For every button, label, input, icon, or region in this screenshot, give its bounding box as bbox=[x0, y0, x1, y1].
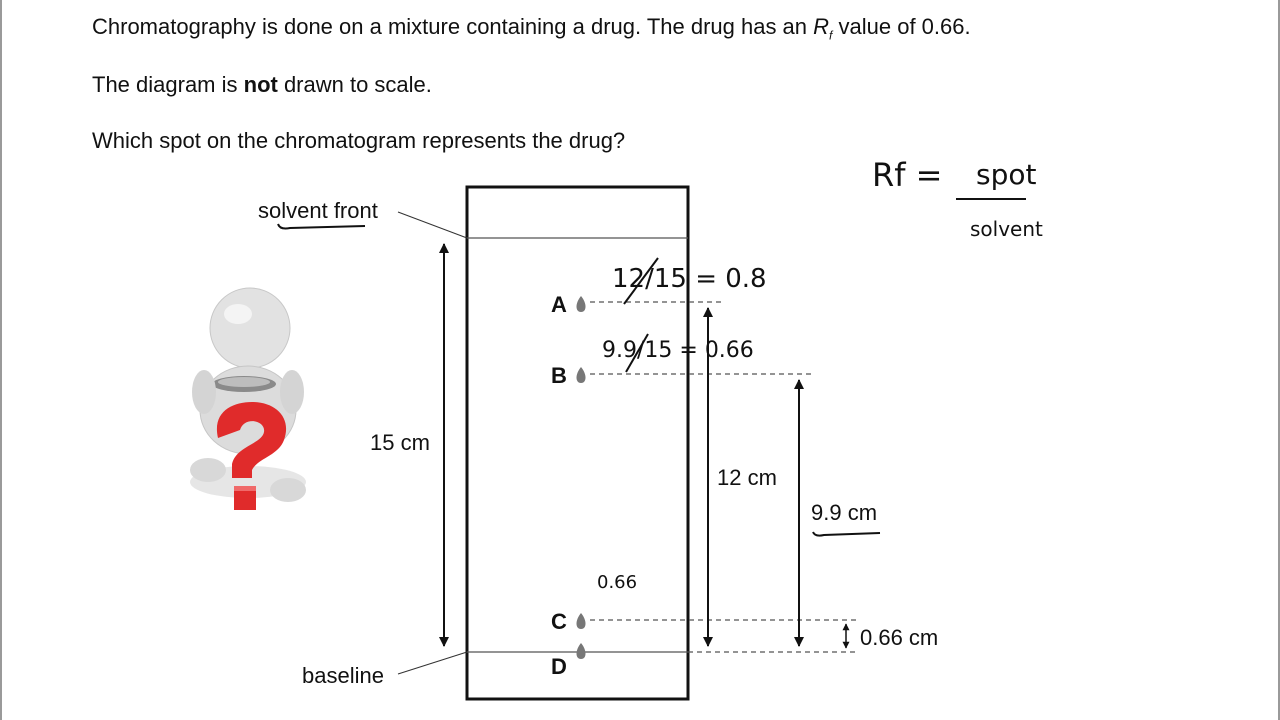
thinking-person-question-mark-icon bbox=[190, 288, 306, 510]
spot-label-d: D bbox=[551, 654, 567, 679]
solvent-front-label: solvent front bbox=[258, 198, 378, 223]
spot-label-a: A bbox=[551, 292, 567, 317]
rf-symbol: $R_f$ bbox=[813, 14, 833, 43]
spot-b bbox=[577, 367, 586, 383]
dim-99-underline bbox=[813, 532, 880, 536]
spot-label-c: C bbox=[551, 609, 567, 634]
hand-formula-rf: Rf = bbox=[872, 156, 943, 194]
spot-d bbox=[577, 643, 586, 659]
question-line-3: Which spot on the chromatogram represents the drug? bbox=[92, 128, 626, 153]
question-line-2: The diagram is not drawn to scale. bbox=[92, 72, 432, 97]
question-line-1: Chromatography is done on a mixture containing a drug. The drug has an $R_f$ value of 0.66. bbox=[92, 14, 971, 43]
solvent-front-underline bbox=[278, 224, 365, 229]
hand-calc-c: 0.66 bbox=[597, 572, 638, 593]
dim-12-label: 12 cm bbox=[717, 465, 777, 490]
dim-99-label: 9.9 cm bbox=[811, 500, 878, 525]
baseline-label: baseline bbox=[302, 663, 384, 688]
hand-calc-b: 9.9/15 = 0.66 bbox=[602, 338, 754, 363]
spot-c bbox=[577, 613, 586, 629]
hand-formula-numerator: spot bbox=[976, 158, 1037, 191]
spot-a bbox=[577, 296, 586, 312]
dim-066-label: 0.66 cm bbox=[860, 625, 939, 650]
dim-15-label: 15 cm bbox=[370, 430, 430, 455]
spot-label-b: B bbox=[551, 363, 567, 388]
hand-calc-a: 12/15 = 0.8 bbox=[612, 264, 767, 294]
hand-formula-denominator: solvent bbox=[970, 217, 1043, 241]
